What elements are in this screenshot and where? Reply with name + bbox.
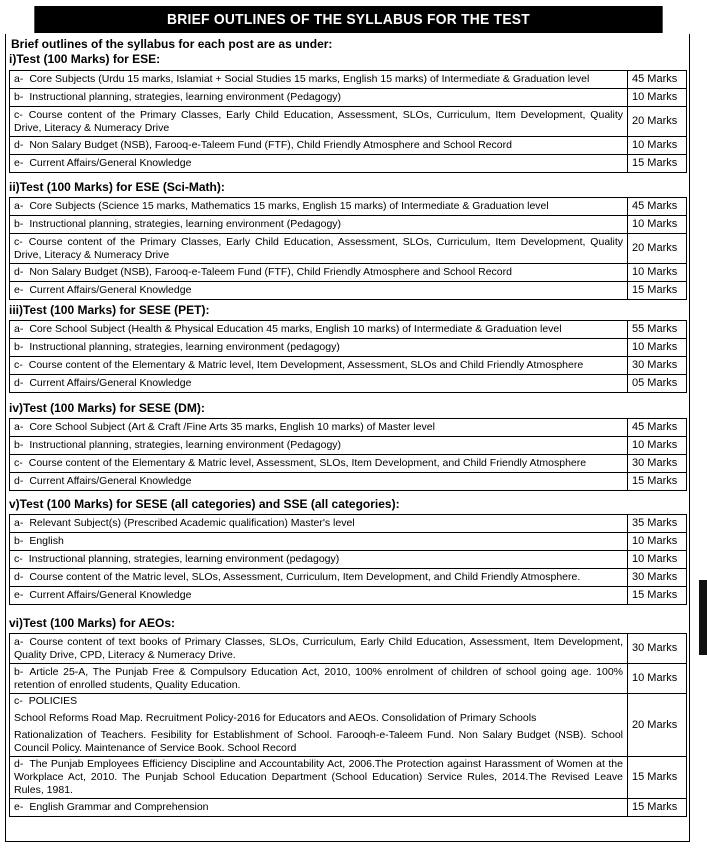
item-marks: 15 Marks: [628, 587, 687, 605]
syllabus-row: [10, 473, 687, 491]
item-marks: 10 Marks: [628, 664, 687, 694]
item-marks: 15 Marks: [628, 282, 687, 300]
policies-line-2: Rationalization of Teachers. Fesibility for Establishment of School. Farooqh-e-Taleem Fund. Non Salary Budget (NSB). School Council Policy. Maintenance of Service Book. School Record: [14, 729, 623, 754]
syllabus-row: [10, 587, 687, 605]
item-text: Non Salary Budget (NSB), Farooq-e-Taleem Fund (FTF), Child Friendly Atmosphere and School Record: [29, 266, 512, 278]
item-letter: e-: [14, 589, 24, 601]
item-letter: d-: [14, 475, 24, 487]
syllabus-row: [10, 375, 687, 393]
syllabus-row: [10, 264, 687, 282]
syllabus-row: [10, 533, 687, 551]
item-marks: 45 Marks: [628, 71, 687, 89]
item-letter: c-: [14, 457, 23, 469]
item-marks: 55 Marks: [628, 321, 687, 339]
item-letter: a-: [14, 421, 24, 433]
item-marks: 10 Marks: [628, 551, 687, 569]
syllabus-row: [10, 437, 687, 455]
item-letter: d-: [14, 758, 24, 770]
item-text: English: [29, 535, 64, 547]
item-letter: a-: [14, 635, 24, 648]
item-letter: b-: [14, 341, 24, 353]
syllabus-row: [10, 694, 687, 757]
item-letter: c-: [14, 695, 23, 707]
item-text: Course content of the Primary Classes, Early Child Education, Assessment, SLOs, Curriculum, Item Development, Quality Drive, Literacy & Numeracy Drive: [14, 235, 623, 261]
item-marks: 10 Marks: [628, 89, 687, 107]
item-text: Current Affairs/General Knowledge: [29, 475, 192, 487]
item-text: Core School Subject (Health & Physical Education 45 marks, English 10 marks) of Intermediate & Graduation level: [29, 323, 562, 335]
item-marks: 15 Marks: [628, 155, 687, 173]
item-text: Instructional planning, strategies, learning environment (Pedagogy): [29, 91, 342, 103]
item-text: Current Affairs/General Knowledge: [29, 284, 192, 296]
syllabus-row: [10, 234, 687, 264]
item-marks: 20 Marks: [628, 694, 687, 757]
section-heading-sese-sse: v)Test (100 Marks) for SESE (all categories) and SSE (all categories):: [9, 497, 400, 511]
item-text: Relevant Subject(s) (Prescribed Academic qualification) Master's level: [29, 517, 355, 529]
item-text: Course content of text books of Primary Classes, SLOs, Curriculum, Early Child Education, Assessment, Item Development, Quality Drive, CPD, Literacy & Numeracy Drive.: [14, 635, 623, 661]
item-letter: b-: [14, 535, 24, 547]
item-letter: b-: [14, 439, 24, 451]
syllabus-row: [10, 155, 687, 173]
item-marks: 20 Marks: [628, 234, 687, 264]
syllabus-row: [10, 419, 687, 437]
syllabus-row: [10, 321, 687, 339]
section-heading-ese: i)Test (100 Marks) for ESE:: [9, 52, 161, 66]
item-letter: b-: [14, 91, 24, 103]
item-letter: d-: [14, 266, 24, 278]
item-marks: 10 Marks: [628, 264, 687, 282]
syllabus-row: [10, 799, 687, 817]
syllabus-table-ese-sci-math: [9, 197, 687, 300]
item-text: The Punjab Employees Efficiency Discipline and Accountability Act, 2006.The Protection against Harassment of Women at the Workplace Act, 2010. The Punjab School Education Department (School Education) Service Rules, 2014.The Revised Leave Rules, 1981.: [14, 758, 623, 796]
item-letter: a-: [14, 517, 24, 529]
item-marks: 30 Marks: [628, 634, 687, 664]
item-letter: d-: [14, 571, 24, 583]
syllabus-row: [10, 664, 687, 694]
item-marks: 20 Marks: [628, 107, 687, 137]
syllabus-row: [10, 634, 687, 664]
item-marks: 35 Marks: [628, 515, 687, 533]
item-text: English Grammar and Comprehension: [29, 801, 209, 813]
syllabus-row: [10, 198, 687, 216]
syllabus-row: [10, 455, 687, 473]
item-marks: 10 Marks: [628, 339, 687, 357]
item-text: Instructional planning, strategies, learning environment (pedagogy): [29, 341, 340, 353]
syllabus-row: [10, 89, 687, 107]
item-marks: 30 Marks: [628, 569, 687, 587]
item-text: Course content of the Elementary & Matric level, Assessment, SLOs, Item Development, and Child Friendly Atmosphere: [28, 457, 587, 469]
item-letter: e-: [14, 284, 24, 296]
item-letter: c-: [14, 108, 23, 121]
item-letter: c-: [14, 553, 23, 565]
syllabus-row: [10, 515, 687, 533]
item-letter: d-: [14, 139, 24, 151]
item-text: Current Affairs/General Knowledge: [29, 589, 192, 601]
syllabus-row: [10, 569, 687, 587]
item-text: POLICIES: [28, 695, 78, 707]
section-heading-sese-dm: iv)Test (100 Marks) for SESE (DM):: [9, 401, 205, 415]
item-text: Current Affairs/General Knowledge: [29, 377, 192, 389]
item-letter: c-: [14, 235, 23, 248]
item-marks: 45 Marks: [628, 198, 687, 216]
item-marks: 05 Marks: [628, 375, 687, 393]
item-letter: b-: [14, 218, 24, 230]
syllabus-row: [10, 107, 687, 137]
item-text: Instructional planning, strategies, learning environment (Pedagogy): [29, 218, 342, 230]
item-marks: 10 Marks: [628, 216, 687, 234]
page-title: BRIEF OUTLINES OF THE SYLLABUS FOR THE TEST: [34, 6, 662, 33]
item-marks: 15 Marks: [628, 473, 687, 491]
item-text: Instructional planning, strategies, learning environment (pedagogy): [28, 553, 340, 565]
syllabus-row: [10, 216, 687, 234]
edge-marker: [699, 580, 707, 655]
item-letter: a-: [14, 73, 24, 85]
item-marks: 30 Marks: [628, 357, 687, 375]
policies-line-1: School Reforms Road Map. Recruitment Policy-2016 for Educators and AEOs. Consolidation of Primary Schools: [14, 712, 537, 724]
item-text: Article 25-A, The Punjab Free & Compulsory Education Act, 2010, 100% enrolment of children of school going age. 100% retention of enrolled students, Quality Education.: [14, 665, 623, 691]
section-heading-ese-sci-math: ii)Test (100 Marks) for ESE (Sci-Math):: [9, 180, 225, 194]
item-text: Core Subjects (Urdu 15 marks, Islamiat + Social Studies 15 marks, English 15 marks) of Intermediate & Graduation level: [29, 73, 590, 85]
syllabus-row: [10, 282, 687, 300]
syllabus-table-sese-sse: [9, 514, 687, 605]
syllabus-row: [10, 71, 687, 89]
item-letter: e-: [14, 157, 24, 169]
item-marks: 10 Marks: [628, 533, 687, 551]
item-marks: 15 Marks: [628, 757, 687, 799]
syllabus-table-sese-dm: [9, 418, 687, 491]
item-text: Course content of the Matric level, SLOs, Assessment, Curriculum, Item Development, and Child Friendly Atmosphere.: [29, 571, 581, 583]
item-text: Current Affairs/General Knowledge: [29, 157, 192, 169]
syllabus-row: [10, 339, 687, 357]
syllabus-table-ese: [9, 70, 687, 173]
syllabus-table-aeos: [9, 633, 687, 817]
item-letter: a-: [14, 323, 24, 335]
item-marks: 10 Marks: [628, 137, 687, 155]
item-marks: 15 Marks: [628, 799, 687, 817]
syllabus-row: [10, 757, 687, 799]
item-letter: b-: [14, 665, 24, 678]
item-letter: d-: [14, 377, 24, 389]
item-text: Non Salary Budget (NSB), Farooq-e-Taleem Fund (FTF), Child Friendly Atmosphere and School Record: [29, 139, 512, 151]
item-letter: c-: [14, 359, 23, 371]
section-heading-aeos: vi)Test (100 Marks) for AEOs:: [9, 616, 176, 630]
item-text: Course content of the Primary Classes, Early Child Education, Assessment, SLOs, Curriculum, Item Development, Quality Drive, Literacy & Numeracy Drive: [14, 108, 623, 134]
section-heading-sese-pet: iii)Test (100 Marks) for SESE (PET):: [9, 303, 210, 317]
item-letter: e-: [14, 801, 24, 813]
syllabus-table-sese-pet: [9, 320, 687, 393]
item-text: Instructional planning, strategies, learning environment (Pedagogy): [29, 439, 342, 451]
item-text: Course content of the Elementary & Matric level, Item Development, Assessment, SLOs and Child Friendly Atmosphere: [28, 359, 584, 371]
item-marks: 45 Marks: [628, 419, 687, 437]
syllabus-row: [10, 137, 687, 155]
item-marks: 10 Marks: [628, 437, 687, 455]
syllabus-row: [10, 357, 687, 375]
item-marks: 30 Marks: [628, 455, 687, 473]
item-text: Core School Subject (Art & Craft /Fine Arts 35 marks, English 10 marks) of Master level: [29, 421, 435, 433]
syllabus-row: [10, 551, 687, 569]
item-letter: a-: [14, 200, 24, 212]
item-text: Core Subjects (Science 15 marks, Mathematics 15 marks, English 15 marks) of Intermediate & Graduation level: [29, 200, 549, 212]
intro-text: Brief outlines of the syllabus for each post are as under:: [11, 37, 333, 51]
